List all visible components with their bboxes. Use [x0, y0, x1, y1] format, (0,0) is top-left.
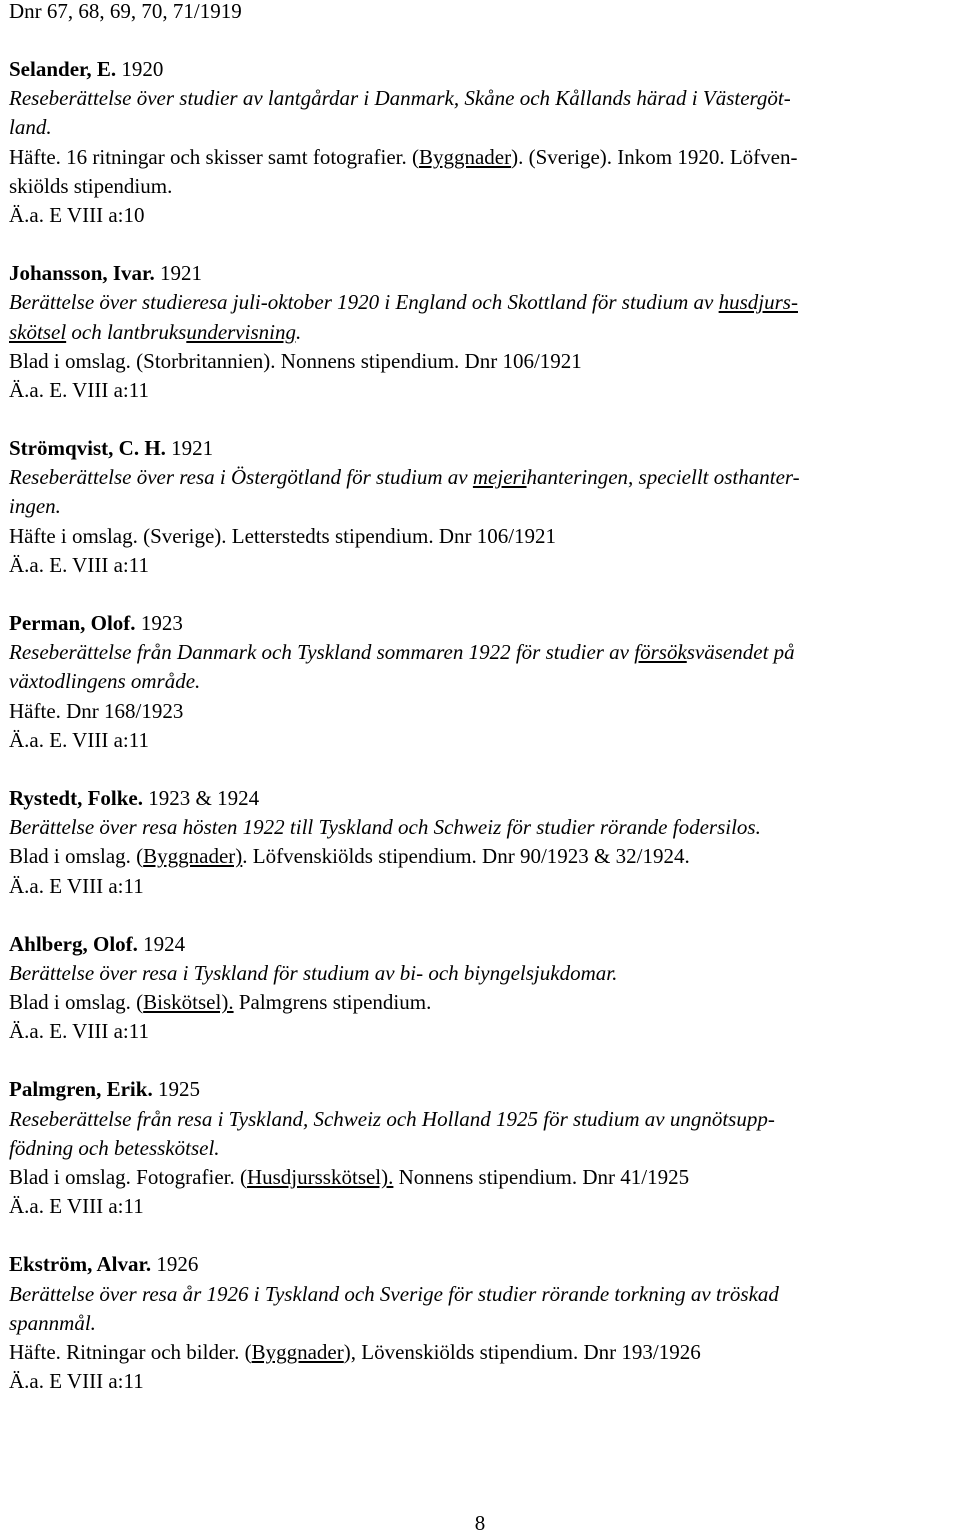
entry-info — [9, 143, 953, 172]
entry-title: land. — [9, 115, 52, 140]
entry-signum: Ä.a. E. VIII a:11 — [9, 377, 149, 402]
entry-author: Strömqvist, C. H. — [9, 436, 166, 461]
entry-title: Berättelse över resa år 1926 i Tyskland och Sverige för studier rörande torkning av tröskad — [9, 1281, 779, 1306]
entry-category: Husdjursskötsel). — [246, 1165, 394, 1189]
catalog-entry — [9, 609, 953, 755]
entry-signum: Ä.a. E VIII a:11 — [9, 873, 144, 898]
catalog-entry — [9, 259, 953, 405]
entry-signum: Ä.a. E. VIII a:11 — [9, 727, 149, 752]
entry-title-text: och lantbruks — [66, 319, 187, 344]
entry-year: 1925 — [157, 1077, 200, 1102]
catalog-entry — [9, 930, 953, 1047]
entry-title: Berättelse över resa i Tyskland för studium av bi- och biyngelsjukdomar. — [9, 960, 618, 985]
entry-author: Rystedt, Folke. — [9, 785, 143, 810]
entry-title-keyword: skötsel — [9, 319, 67, 344]
entry-title: Reseberättelse från resa i Tyskland, Schweiz och Holland 1925 för studium av ungnötsupp- — [9, 1106, 775, 1131]
entry-info-text: Nonnens stipendium. Dnr 41/1925 — [393, 1165, 690, 1189]
entry-title: spannmål. — [9, 1310, 96, 1335]
entry-info — [9, 988, 953, 1017]
entry-title — [9, 638, 953, 667]
entry-info: Häfte i omslag. (Sverige). Letterstedts stipendium. Dnr 106/1921 — [9, 523, 557, 548]
entry-heading — [9, 784, 953, 813]
entry-heading — [9, 259, 953, 288]
entry-title: ingen. — [9, 494, 61, 519]
entry-signum: Ä.a. E. VIII a:11 — [9, 552, 149, 577]
entry-signum: Ä.a. E VIII a:11 — [9, 1369, 144, 1394]
entry-title-text: Reseberättelse över resa i Östergötland för studium av — [9, 465, 473, 490]
entry-info-text: Blad i omslag. ( — [9, 990, 144, 1015]
entry-category: Byggnader — [251, 1339, 344, 1364]
entry-signum: Ä.a. E VIII a:11 — [9, 1194, 144, 1219]
entry-title: växtodlingens område. — [9, 669, 201, 694]
page-number: 8 — [474, 1511, 486, 1535]
entry-info-text: . Löfvenskiölds stipendium. Dnr 90/1923 & 32/1924. — [242, 844, 690, 869]
entry-title: Reseberättelse över studier av lantgårdar i Danmark, Skåne och Kållands härad i Västergöt- — [9, 86, 791, 111]
entry-info-text: Blad i omslag. ( — [9, 844, 144, 869]
entry-info: skiölds stipendium. — [9, 173, 173, 198]
entry-title-keyword: undervisning — [186, 319, 296, 344]
entry-info-text: Häfte. Ritningar och bilder. ( — [9, 1339, 252, 1364]
entry-info — [9, 842, 953, 871]
entry-category: Biskötsel). — [143, 990, 234, 1015]
entry-title-keyword: husdjurs- — [718, 290, 798, 315]
entry-heading — [9, 609, 953, 638]
entry-info-text: Palmgrens stipendium. — [233, 990, 432, 1015]
entry-year: 1924 — [143, 931, 186, 956]
entry-author: Ahlberg, Olof. — [9, 931, 138, 956]
entry-title — [9, 288, 953, 317]
entry-title-text: sväsendet på — [686, 640, 795, 665]
entry-info: Blad i omslag. (Storbritannien). Nonnens stipendium. Dnr 106/1921 — [9, 348, 582, 373]
entry-year: 1926 — [156, 1252, 199, 1277]
entry-info-text: ). (Sverige). Inkom 1920. Löfven- — [511, 144, 798, 169]
entry-heading — [9, 55, 953, 84]
entry-title-text: . — [295, 319, 302, 344]
entry-heading — [9, 434, 953, 463]
entry-info-text: Häfte. 16 ritningar och skisser samt fotografier. ( — [9, 144, 419, 169]
catalog-entry — [9, 55, 953, 230]
catalog-entry — [9, 784, 953, 901]
entry-title-keyword: mejeri — [472, 465, 527, 490]
entry-title-keyword: försök — [634, 640, 687, 665]
entry-year: 1920 — [121, 57, 164, 81]
entry-info — [9, 1163, 953, 1192]
entry-title: födning och betesskötsel. — [9, 1135, 220, 1160]
entry-info: Häfte. Dnr 168/1923 — [9, 698, 184, 723]
catalog-entry — [9, 434, 953, 580]
entry-heading — [9, 1075, 953, 1104]
entry-category: Byggnader) — [143, 844, 243, 869]
entry-year: 1921 — [159, 261, 202, 286]
entry-year: 1923 & 1924 — [148, 785, 260, 810]
entry-heading — [9, 1250, 953, 1279]
entry-author: Selander, E. — [9, 57, 117, 81]
entry-title-text: Berättelse över studieresa juli-oktober 1920 i England och Skottland för studium av — [9, 290, 719, 315]
catalog-entries — [9, 55, 953, 1396]
entry-info — [9, 1338, 953, 1367]
entry-signum: Ä.a. E. VIII a:11 — [9, 1019, 149, 1044]
entry-title — [9, 463, 953, 492]
entry-year: 1921 — [171, 436, 214, 461]
entry-author: Johansson, Ivar. — [9, 261, 155, 286]
entry-info-text: Blad i omslag. Fotografier. ( — [9, 1165, 247, 1189]
entry-author: Perman, Olof. — [9, 611, 136, 635]
entry-title-text: Reseberättelse från Danmark och Tyskland sommaren 1922 för studier av — [9, 640, 635, 665]
entry-title: Berättelse över resa hösten 1922 till Tyskland och Schweiz för studier rörande fodersilos. — [9, 815, 761, 840]
entry-year: 1923 — [140, 611, 183, 635]
entry-author: Palmgren, Erik. — [9, 1077, 153, 1102]
entry-info-text: ), Lövenskiölds stipendium. Dnr 193/1926 — [343, 1339, 701, 1364]
entry-category: Byggnader — [418, 144, 512, 169]
entry-title — [9, 318, 953, 347]
entry-title-text: hanteringen, speciellt osthanter- — [526, 465, 800, 490]
header-dnr: Dnr 67, 68, 69, 70, 71/1919 — [9, 0, 242, 23]
entry-author: Ekström, Alvar. — [9, 1252, 152, 1277]
catalog-entry — [9, 1075, 953, 1221]
entry-signum: Ä.a. E VIII a:10 — [9, 202, 145, 227]
entry-heading — [9, 930, 953, 959]
catalog-entry — [9, 1250, 953, 1396]
